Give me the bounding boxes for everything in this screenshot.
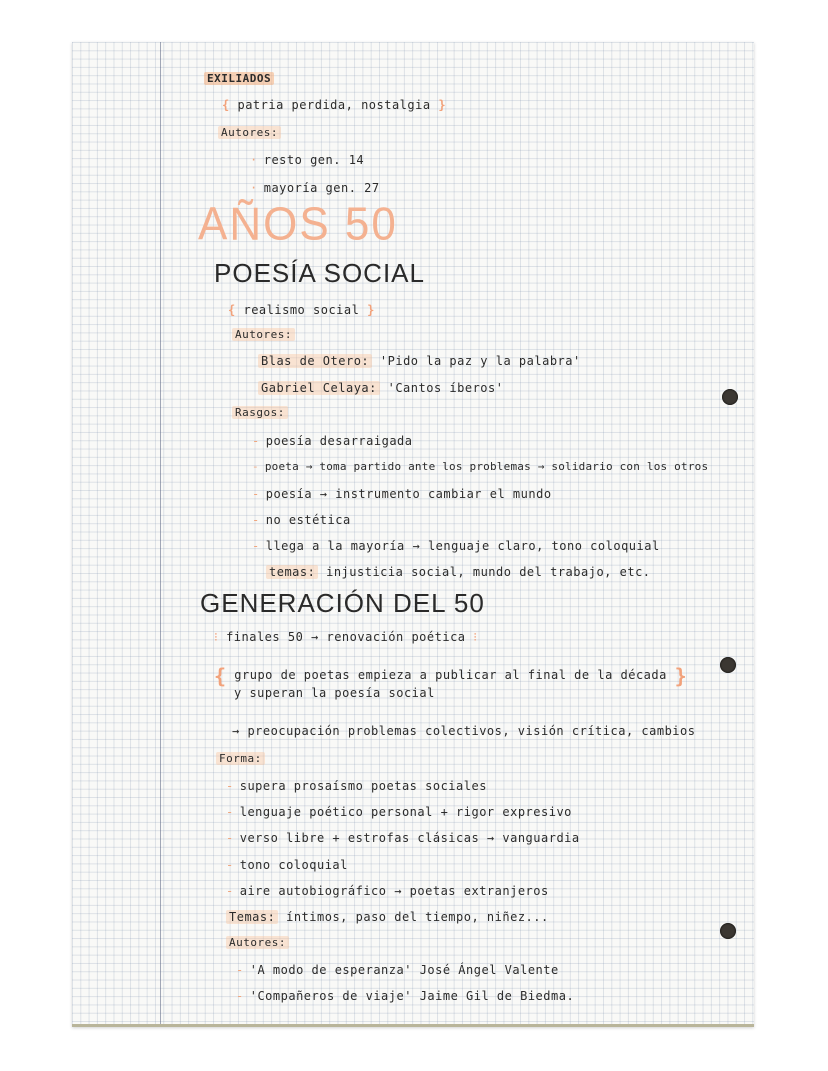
list-item: - no estética: [252, 513, 351, 527]
notebook-page: [72, 42, 754, 1027]
list-item: - poesía desarraigada: [252, 434, 413, 448]
form-label: Forma:: [216, 752, 265, 765]
list-item: - poeta → toma partido ante los problemas → solidario con los otros: [252, 460, 709, 473]
list-item: - aire autobiográfico → poetas extranjeros: [226, 884, 549, 898]
list-item: - tono coloquial: [226, 858, 348, 872]
author-row: - 'A modo de esperanza' José Ángel Valente: [236, 963, 559, 977]
traits-label: Rasgos:: [232, 406, 288, 419]
list-item: · mayoría gen. 27: [250, 181, 380, 195]
theme-line: { patria perdida, nostalgia }: [222, 98, 447, 112]
page-edge: [72, 1024, 754, 1027]
author-row: Gabriel Celaya: 'Cantos íberos': [258, 381, 503, 395]
section-subtitle: POESÍA SOCIAL: [214, 258, 425, 288]
list-item: - verso libre + estrofas clásicas → vanguardia: [226, 831, 580, 845]
description-line: y superan la poesía social: [234, 686, 435, 700]
authors-label: Autores:: [218, 126, 281, 139]
theme-line: { realismo social }: [228, 303, 375, 317]
authors-label: Autores:: [226, 936, 289, 949]
binder-hole: [720, 657, 736, 673]
list-item: · resto gen. 14: [250, 153, 365, 167]
themes-row: temas: injusticia social, mundo del trabajo, etc.: [266, 565, 651, 579]
margin-line: [160, 42, 161, 1027]
themes-row: Temas: íntimos, paso del tiempo, niñez...: [226, 910, 549, 924]
list-item: - llega a la mayoría → lenguaje claro, tono coloquial: [252, 539, 660, 553]
binder-hole: [720, 923, 736, 939]
list-item: - poesía → instrumento cambiar el mundo: [252, 487, 552, 501]
binder-hole: [722, 389, 738, 405]
authors-label: Autores:: [232, 328, 295, 341]
concern-line: → preocupación problemas colectivos, visión crítica, cambios: [232, 724, 696, 738]
section-label: EXILIADOS: [204, 72, 274, 85]
list-item: - lenguaje poético personal + rigor expresivo: [226, 805, 572, 819]
date-line: ⁝ finales 50 → renovación poética ⁝: [214, 630, 478, 644]
list-item: - supera prosaísmo poetas sociales: [226, 779, 487, 793]
author-row: Blas de Otero: 'Pido la paz y la palabra': [258, 354, 581, 368]
description-block: { grupo de poetas empieza a publicar al final de la década }: [214, 664, 688, 688]
section-title: GENERACIÓN DEL 50: [200, 588, 485, 618]
section-title: AÑOS 50: [198, 198, 398, 251]
author-row: - 'Compañeros de viaje' Jaime Gil de Biedma.: [236, 989, 575, 1003]
